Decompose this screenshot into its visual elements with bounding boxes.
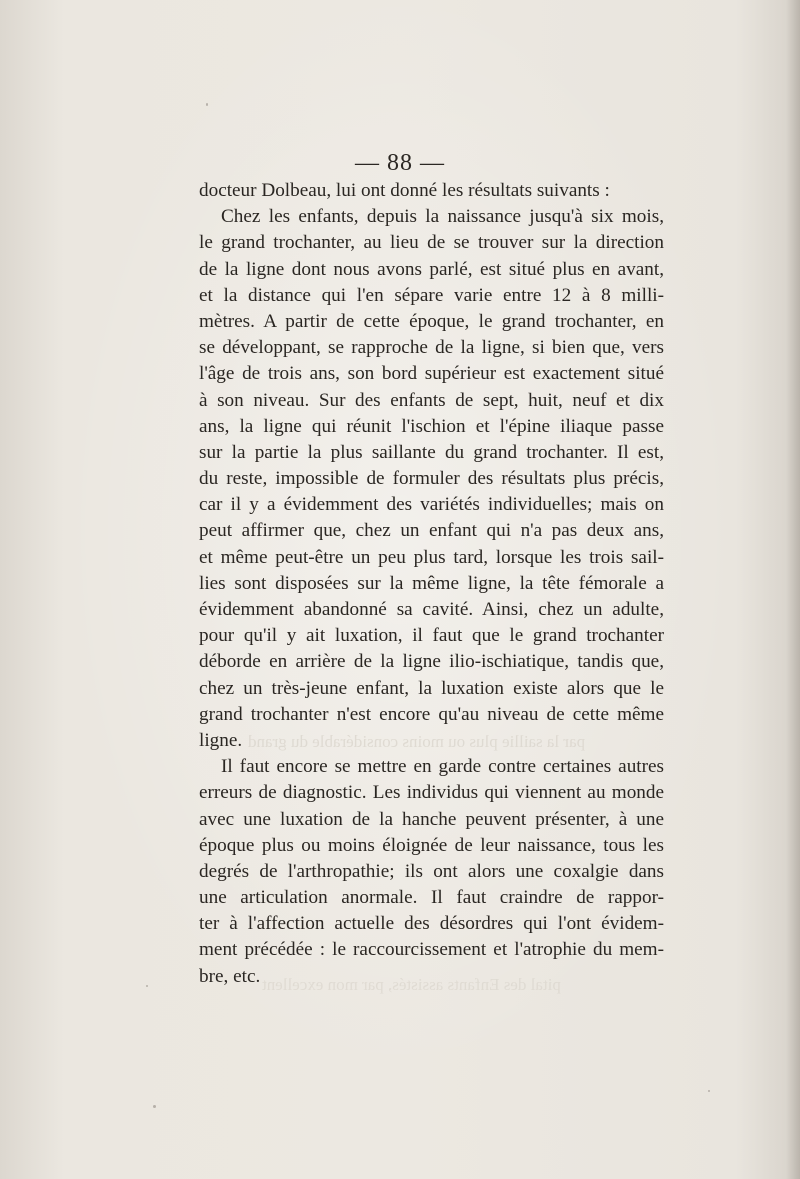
text-line: ter à l'affection actuelle des désordres qui l'ont évidem- (199, 913, 664, 935)
text-line: et même peut-être un peu plus tard, lorsque les trois sail- (199, 546, 664, 568)
text-line: et la distance qui l'en sépare varie entre 12 à 8 milli- (199, 284, 664, 306)
text-line: degrés de l'arthropathie; ils ont alors une coxalgie dans (199, 860, 664, 882)
text-line: le grand trochanter, au lieu de se trouver sur la direction (199, 232, 664, 254)
text-line: époque plus ou moins éloignée de leur naissance, tous les (199, 834, 664, 856)
text-line: ment précédée : le raccourcissement et l'atrophie du mem- (199, 939, 664, 961)
text-line: lies sont disposées sur la même ligne, la tête fémorale a (199, 572, 664, 594)
paper-speck (146, 985, 148, 987)
text-line: chez un très-jeune enfant, la luxation existe alors que le (199, 677, 664, 699)
text-line: de la ligne dont nous avons parlé, est situé plus en avant, (199, 258, 664, 280)
text-line: grand trochanter n'est encore qu'au niveau de cette même (199, 703, 664, 725)
text-line: déborde en arrière de la ligne ilio-ischiatique, tandis que, (199, 651, 664, 673)
text-line: sur la partie la plus saillante du grand trochanter. Il est, (199, 441, 664, 463)
body-text (199, 178, 664, 990)
text-line: mètres. A partir de cette époque, le grand trochanter, en (199, 310, 664, 332)
paper-speck (153, 1105, 156, 1108)
text-line: Chez les enfants, depuis la naissance jusqu'à six mois, (221, 206, 664, 228)
text-line: ans, la ligne qui réunit l'ischion et l'épine iliaque passe (199, 415, 664, 437)
show-through-text: par la saillie plus ou moins considérable du grand (248, 732, 586, 751)
paper-speck (206, 103, 208, 106)
text-line: à son niveau. Sur des enfants de sept, huit, neuf et dix (199, 389, 664, 411)
text-line: évidemment abandonné sa cavité. Ainsi, chez un adulte, (199, 599, 664, 620)
page-number: — 88 — (355, 150, 445, 176)
text-line: ligne. (199, 729, 243, 751)
text-line: bre, etc. (199, 965, 261, 987)
text-line: se développant, se rapproche de la ligne, si bien que, vers (199, 337, 664, 359)
text-line: Il faut encore se mettre en garde contre certaines autres (221, 756, 664, 778)
show-through-text-lower: pital des Enfants assistés, par mon excellent (262, 975, 561, 994)
text-line: une articulation anormale. Il faut craindre de rappor- (199, 887, 664, 909)
text-line: avec une luxation de la hanche peuvent présenter, à une (199, 808, 664, 830)
text-line: erreurs de diagnostic. Les individus qui viennent au monde (199, 782, 664, 804)
text-line: car il y a évidemment des variétés individuelles; mais on (199, 494, 664, 516)
text-line: pour qu'il y ait luxation, il faut que le grand trochanter (199, 625, 664, 647)
text-line: du reste, impossible de formuler des résultats plus précis, (199, 468, 664, 490)
text-line: peut affirmer que, chez un enfant qui n'a pas deux ans, (199, 520, 664, 542)
text-line: l'âge de trois ans, son bord supérieur est exactement situé (199, 363, 664, 385)
text-line: docteur Dolbeau, lui ont donné les résultats suivants : (199, 180, 610, 201)
paper-speck (708, 1090, 710, 1092)
